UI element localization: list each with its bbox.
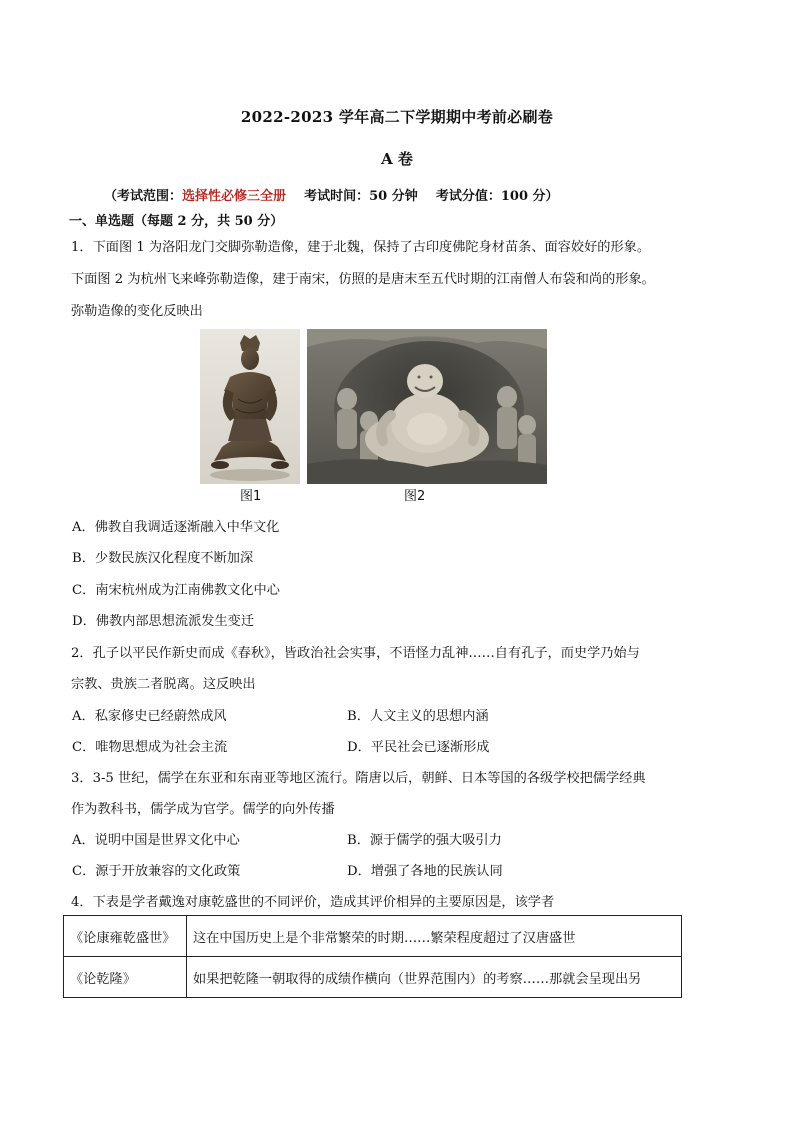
q1-line-2: 下面图 2 为杭州飞来峰弥勒造像，建于南宋，仿照的是唐末至五代时期的江南僧人布袋和尚的形象。 — [71, 272, 655, 287]
table-cell-source: 《论乾隆》 — [64, 957, 187, 998]
q2-option-a[interactable]: A．私家修史已经蔚然成风 — [72, 709, 227, 724]
q2-option-b[interactable]: B．人文主义的思想内涵 — [347, 709, 489, 724]
exam-range-label: （考试范围： — [104, 189, 183, 204]
q1-option-b[interactable]: B．少数民族汉化程度不断加深 — [72, 551, 254, 566]
table-cell-quote: 这在中国历史上是个非常繁荣的时期……繁荣程度超过了汉唐盛世 — [187, 916, 682, 957]
q3-option-d[interactable]: D．增强了各地的民族认同 — [347, 864, 503, 879]
figure-1-caption: 图1 — [240, 489, 262, 504]
table-cell-quote: 如果把乾隆一朝取得的成绩作横向（世界范围内）的考察……那就会呈现出另 — [187, 957, 682, 998]
paper-version: A 卷 — [381, 150, 413, 168]
q2-line-1: 2．孔子以平民作新史而成《春秋》，皆政治社会实事，不语怪力乱神……自有孔子，而史学乃始与 — [71, 646, 640, 661]
q4-evaluation-table — [63, 915, 682, 998]
exam-score: 考试分值：100 分） — [435, 189, 559, 204]
q1-option-d[interactable]: D．佛教内部思想流派发生变迁 — [72, 614, 255, 629]
q3-line-2: 作为教科书，儒学成为官学。儒学的向外传播 — [71, 802, 335, 817]
q2-line-2: 宗教、贵族二者脱离。这反映出 — [71, 677, 256, 692]
table-row — [64, 957, 682, 998]
q3-line-1: 3．3-5 世纪，儒学在东亚和东南亚等地区流行。隋唐以后，朝鲜、日本等国的各级学校把儒学经典 — [71, 771, 646, 786]
exam-title: 2022-2023 学年高二下学期期中考前必刷卷 — [240, 108, 554, 126]
q1-option-c[interactable]: C．南宋杭州成为江南佛教文化中心 — [72, 583, 280, 598]
q1-line-1: 1．下面图 1 为洛阳龙门交脚弥勒造像，建于北魏，保持了古印度佛陀身材苗条、面容姣好的形象。 — [71, 240, 651, 255]
table-row — [64, 916, 682, 957]
figure-1-maitreya-statue — [200, 329, 300, 484]
figure-2-caption: 图2 — [404, 489, 426, 504]
exam-range-value: 选择性必修三全册 — [182, 189, 287, 204]
figure-2-feilaifeng-carving — [307, 329, 547, 484]
q3-option-a[interactable]: A．说明中国是世界文化中心 — [72, 833, 240, 848]
exam-time: 考试时间：50 分钟 — [304, 189, 418, 204]
q1-line-3: 弥勒造像的变化反映出 — [71, 304, 203, 319]
q3-option-c[interactable]: C．源于开放兼容的文化政策 — [72, 864, 241, 879]
exam-info — [104, 185, 559, 204]
q4-stem: 4．下表是学者戴逸对康乾盛世的不同评价，造成其评价相异的主要原因是，该学者 — [71, 895, 555, 910]
section-heading: 一、单选题（每题 2 分，共 50 分） — [69, 214, 284, 229]
table-cell-source: 《论康雍乾盛世》 — [64, 916, 187, 957]
q3-option-b[interactable]: B．源于儒学的强大吸引力 — [347, 833, 502, 848]
q2-option-d[interactable]: D．平民社会已逐渐形成 — [347, 740, 490, 755]
q2-option-c[interactable]: C．唯物思想成为社会主流 — [72, 740, 228, 755]
q1-option-a[interactable]: A．佛教自我调适逐渐融入中华文化 — [72, 520, 280, 535]
